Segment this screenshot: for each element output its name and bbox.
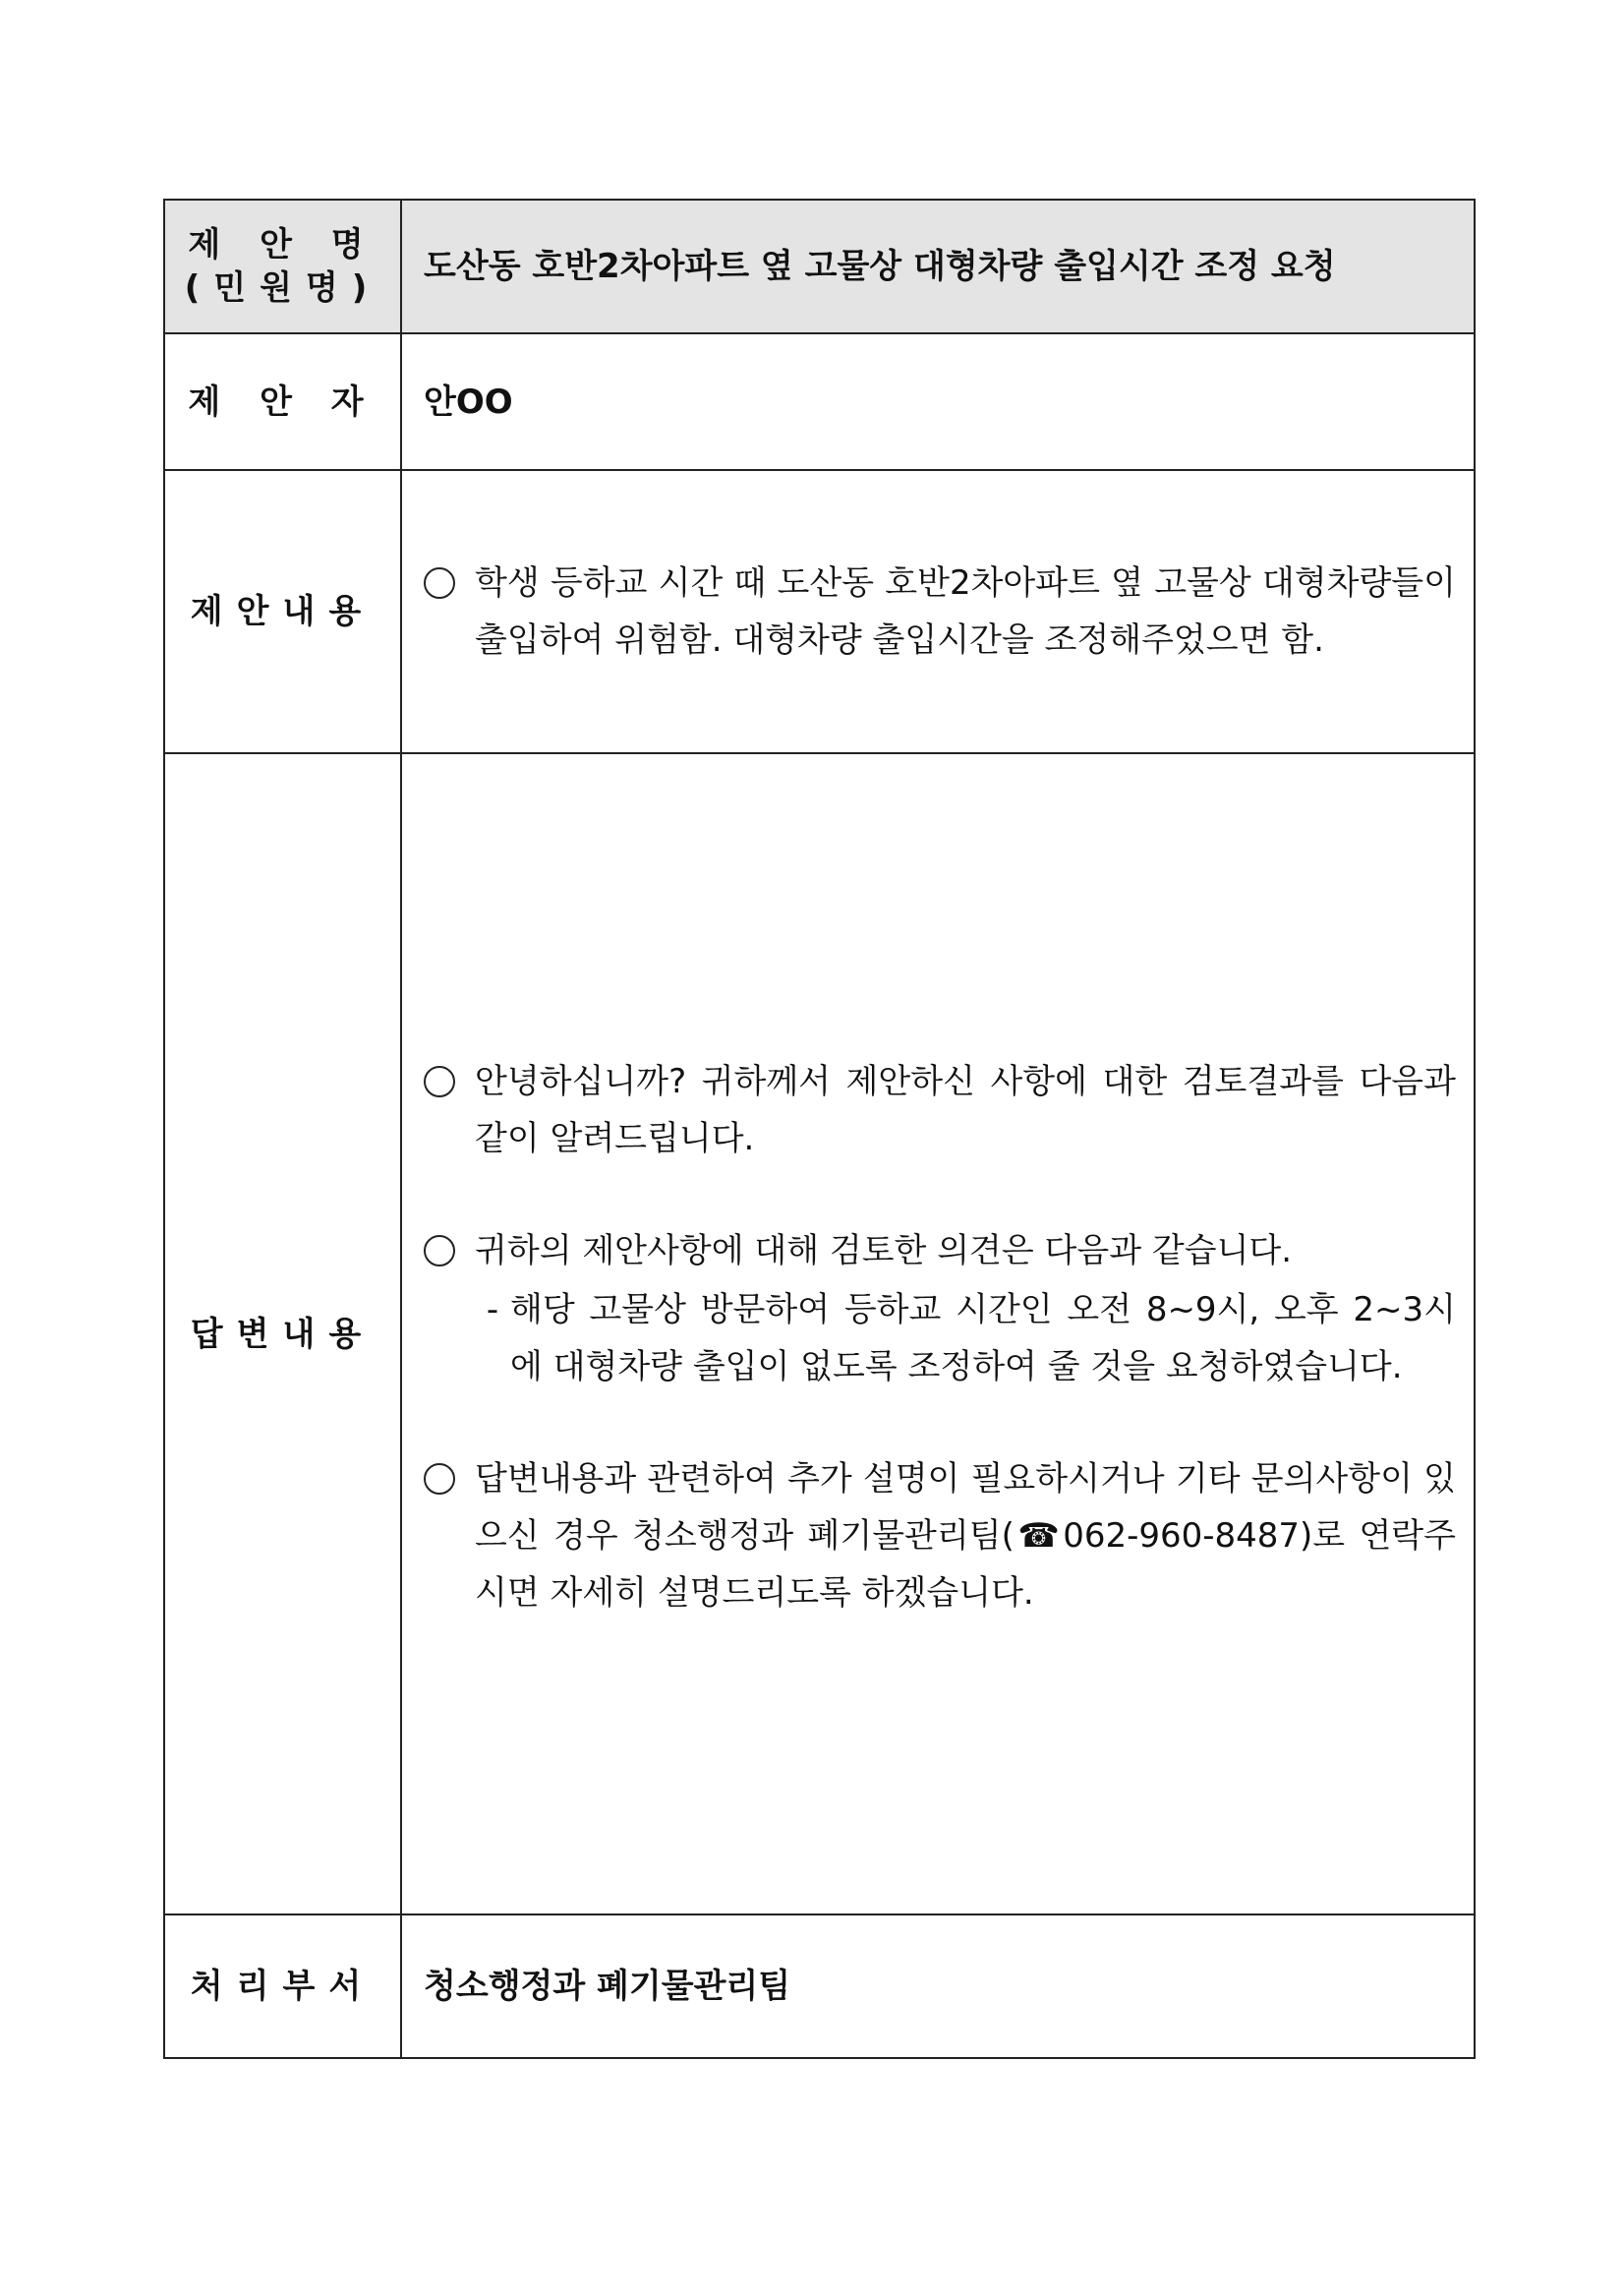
answer-text-1: 안녕하십니까? 귀하께서 제안하신 사항에 대한 검토결과를 다음과 같이 알려드립니다.: [475, 1061, 1456, 1158]
content-label: 제안내용: [164, 470, 401, 753]
circle-bullet-icon: [424, 1463, 455, 1495]
answer-subitem: [475, 1281, 1456, 1395]
proposal-form-table: [163, 199, 1476, 2059]
circle-bullet-icon: [424, 1235, 455, 1266]
author-label: 제 안 자: [164, 333, 401, 470]
content-row: [164, 470, 1475, 753]
circle-bullet-icon: [424, 567, 455, 599]
phone-icon: ☎: [1014, 1515, 1064, 1556]
department-label: 처리부서: [164, 1914, 401, 2058]
dash-bullet: -: [486, 1289, 499, 1329]
content-text: 학생 등하교 시간 때 도산동 호반2차아파트 옆 고물상 대형차량들이 출입하여 위험함. 대형차량 출입시간을 조정해주었으면 함.: [475, 563, 1456, 660]
department-value: 청소행정과 폐기물관리팀: [401, 1914, 1475, 2058]
answer-paragraph-2-body: [475, 1222, 1456, 1395]
answer-subitem-text: 해당 고물상 방문하여 등하교 시간인 오전 8~9시, 오후 2~3시에 대형차량 출입이 없도록 조정하여 줄 것을 요청하였습니다.: [510, 1289, 1456, 1386]
title-row: [164, 200, 1475, 333]
answer-label: 답변내용: [164, 753, 401, 1914]
answer-block: [424, 1047, 1456, 1621]
circle-bullet-icon: [424, 1066, 455, 1097]
title-value: 도산동 호반2차아파트 옆 고물상 대형차량 출입시간 조정 요청: [401, 200, 1475, 333]
author-value: 안OO: [401, 333, 1475, 470]
content-paragraph: [424, 555, 1456, 669]
answer-text-3-before: 답변내용과 관련하여 추가 설명이 필요하시거나 기타 문의사항이 있으신 경우 청소행정과 폐기물관리팀(: [475, 1458, 1456, 1556]
answer-text-3: [475, 1450, 1456, 1621]
title-label-cell: [164, 200, 401, 333]
title-label: 제 안 명: [188, 225, 377, 265]
content-value-cell: [401, 470, 1475, 753]
answer-text-3-after: 062-960-8487)로 연락주시면 자세히 설명드리도록 하겠습니다.: [475, 1515, 1456, 1613]
department-row: [164, 1914, 1475, 2058]
answer-text-2: 귀하의 제안사항에 대해 검토한 의견은 다음과 같습니다.: [475, 1230, 1293, 1270]
answer-paragraph-2: [424, 1222, 1456, 1395]
answer-paragraph-3: [424, 1450, 1456, 1621]
title-label-sub: (민원명): [184, 268, 381, 308]
author-row: [164, 333, 1475, 470]
answer-value-cell: [401, 753, 1475, 1914]
answer-row: [164, 753, 1475, 1914]
answer-paragraph-1: [424, 1053, 1456, 1167]
